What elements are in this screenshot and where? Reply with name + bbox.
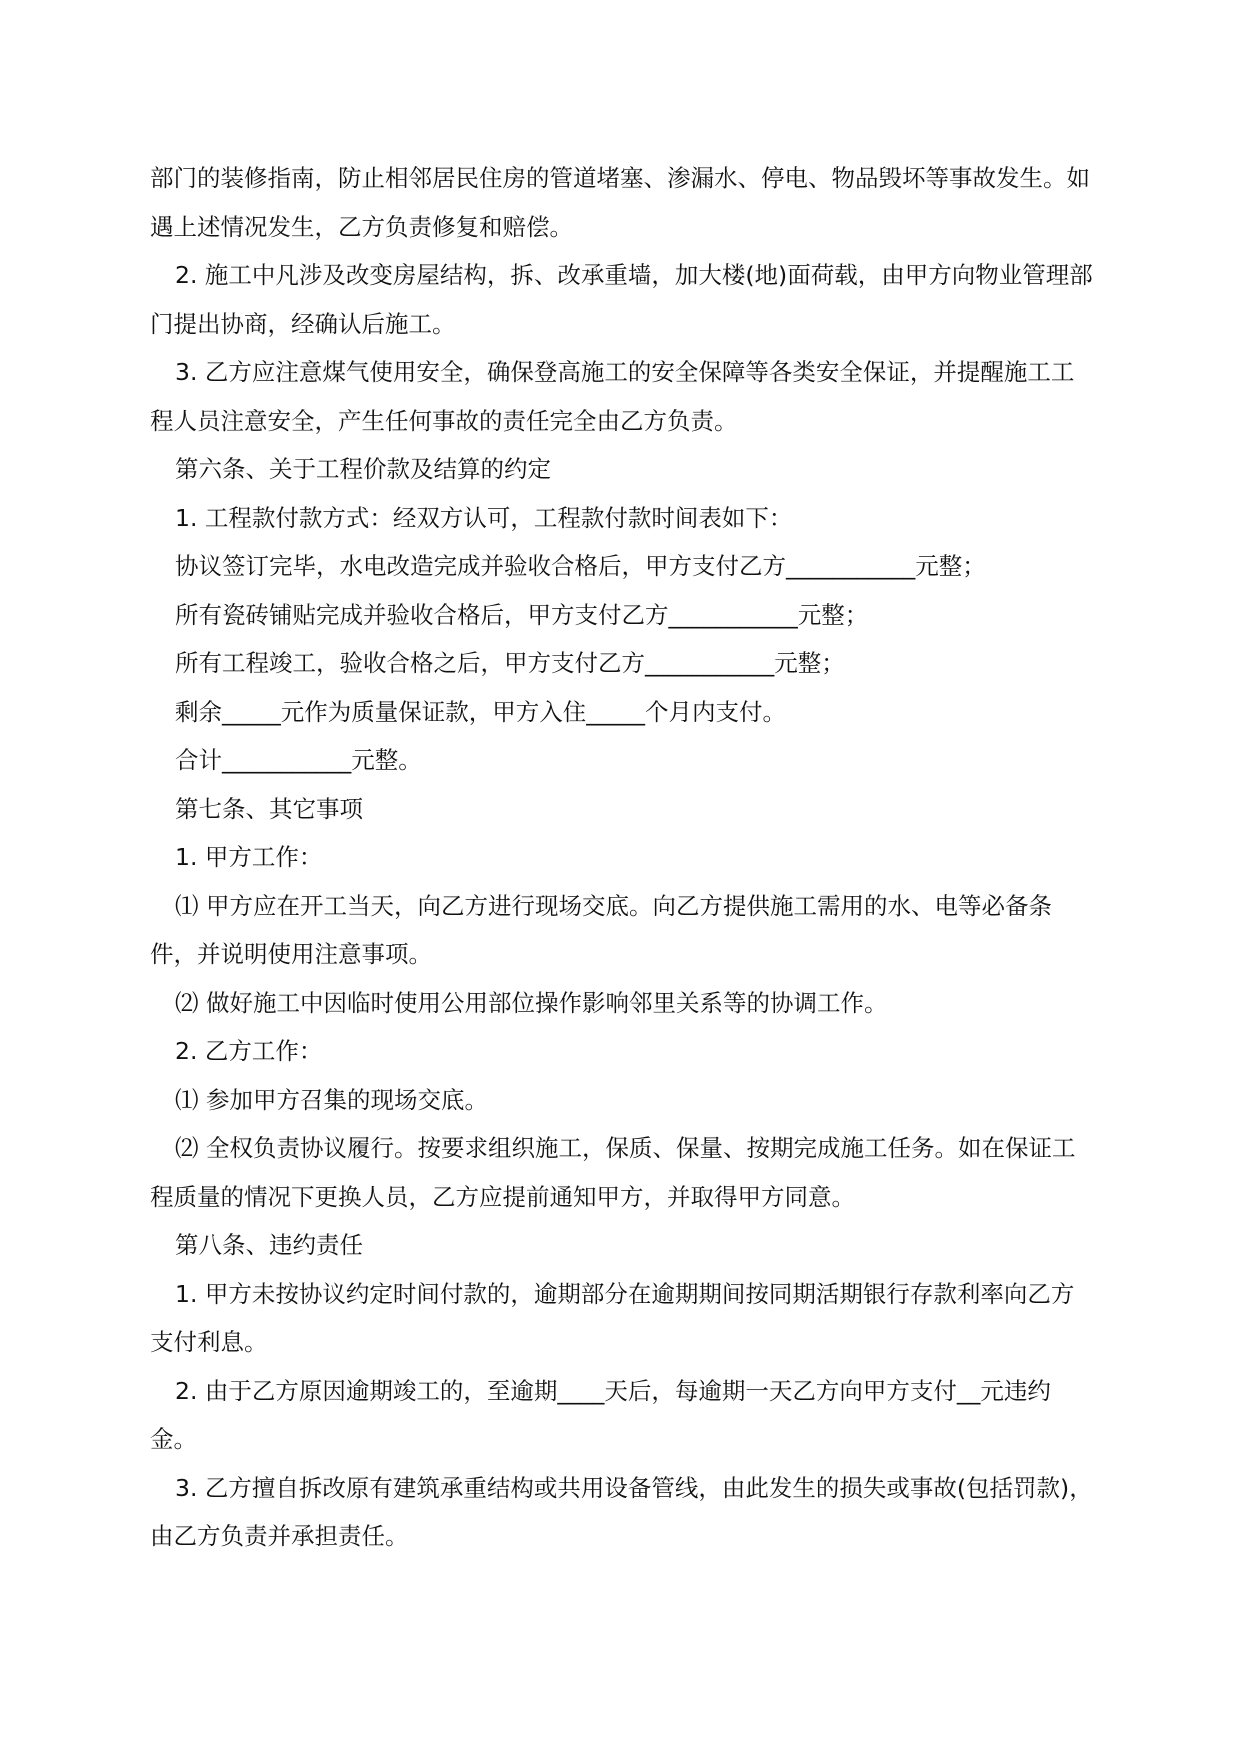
paragraph-party-a-duty-2: ⑵ 做好施工中因临时使用公用部位操作影响邻里关系等的协调工作。 [175, 988, 888, 1017]
payment-line-completion: 所有工程竣工，验收合格之后，甲方支付乙方___________元整； [175, 649, 845, 677]
subheading-party-b-duties: 2. 乙方工作： [175, 1037, 323, 1065]
paragraph-unauthorized-alteration: 3. 乙方擅自拆改原有建筑承重结构或共用设备管线，由此发生的损失或事故(包括罚款)，由乙方负责并承担责任。 [150, 1473, 1093, 1550]
paragraph-gas-safety: 3. 乙方应注意煤气使用安全，确保登高施工的安全保障等各类安全保证，并提醒施工工程人员注意安全，产生任何事故的责任完全由乙方负责。 [150, 358, 1075, 435]
document-body [150, 154, 1096, 1561]
paragraph-payment-method: 1. 工程款付款方式：经双方认可，工程款付款时间表如下： [175, 503, 793, 532]
paragraph-party-a-duty-1: ⑴ 甲方应在开工当天，向乙方进行现场交底。向乙方提供施工需用的水、电等必备条件，并说明使用注意事项。 [150, 891, 1052, 968]
subheading-party-a-duties: 1. 甲方工作： [175, 843, 323, 871]
paragraph-repair-responsibility: 部门的装修指南，防止相邻居民住房的管道堵塞、渗漏水、停电、物品毁坏等事故发生。如遇上述情况发生，乙方负责修复和赔偿。 [150, 164, 1090, 241]
paragraph-party-b-duty-2: ⑵ 全权负责协议履行。按要求组织施工，保质、保量、按期完成施工任务。如在保证工程质量的情况下更换人员，乙方应提前通知甲方，并取得甲方同意。 [150, 1134, 1076, 1211]
section-heading-article-8: 第八条、违约责任 [175, 1231, 363, 1259]
payment-line-retention: 剩余_____元作为质量保证款，甲方入住_____个月内支付。 [175, 697, 786, 726]
paragraph-late-completion: 2. 由于乙方原因逾期竣工的，至逾期____天后，每逾期一天乙方向甲方支付__元违约金。 [150, 1376, 1051, 1453]
payment-line-tiling: 所有瓷砖铺贴完成并验收合格后，甲方支付乙方___________元整； [175, 600, 869, 629]
paragraph-party-b-duty-1: ⑴ 参加甲方召集的现场交底。 [175, 1085, 488, 1114]
paragraph-structure-change: 2. 施工中凡涉及改变房屋结构，拆、改承重墙，加大楼(地)面荷载，由甲方向物业管理部门提出协商，经确认后施工。 [150, 261, 1093, 338]
section-heading-article-7: 第七条、其它事项 [175, 794, 363, 823]
paragraph-late-payment: 1. 甲方未按协议约定时间付款的，逾期部分在逾期期间按同期活期银行存款利率向乙方支付利息。 [150, 1279, 1075, 1356]
payment-line-plumbing: 协议签订完毕，水电改造完成并验收合格后，甲方支付乙方___________元整； [175, 552, 986, 580]
section-heading-article-6: 第六条、关于工程价款及结算的约定 [175, 455, 551, 483]
payment-line-total: 合计___________元整。 [175, 746, 422, 774]
